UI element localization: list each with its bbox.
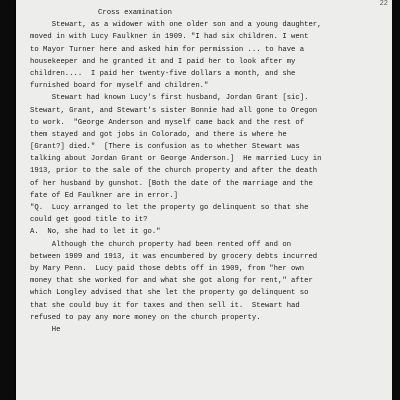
text-line: furnished board for myself and children." — [30, 82, 209, 91]
text-line: children.... I paid her twenty-five dollars a month, and she — [30, 69, 296, 78]
text-line: money that she worked for and what she got along for rent," after — [30, 277, 313, 286]
text-line: moved in with Lucy Faulkner in 1909. "I had six children. I went — [30, 33, 309, 42]
text-line: [Grant?] died." [There is confusion as to whether Stewart was — [30, 143, 300, 152]
text-line: Stewart, as a widower with one older son and a young daughter, — [30, 21, 322, 30]
text-line: 1913, prior to the sale of the church property and after the death — [30, 167, 318, 176]
text-line: by Mary Penn. Lucy paid those debts off in 1909, from "her own — [30, 264, 305, 273]
text-line: Stewart had known Lucy's first husband, Jordan Grant [sic]. — [30, 94, 309, 103]
text-line: that she could buy it for taxes and then sell it. Stewart had — [30, 301, 300, 310]
document-page — [16, 0, 392, 400]
text-line: refused to pay any more money on the church property. — [30, 313, 261, 322]
text-line: Although the church property had been rented off and on — [30, 240, 292, 249]
text-line: Stewart, Grant, and Stewart's sister Bonnie had all gone to Oregon — [30, 106, 318, 115]
text-line: of her husband by gunshot. [Both the date of the marriage and the — [30, 179, 313, 188]
text-line: them stayed and got jobs in Colorado, and there is where he — [30, 130, 287, 139]
text-line: fate of Ed Faulkner are in error.] — [30, 191, 178, 200]
page-number: 22 — [379, 0, 388, 8]
text-line: which Longley advised that she let the property go delinquent so — [30, 289, 309, 298]
text-line: to work. "George Anderson and myself came back and the rest of — [30, 118, 305, 127]
text-line: "Q. Lucy arranged to let the property go delinquent so that she — [30, 204, 309, 212]
text-line: housekeeper and he granted it and I paid her to look after my — [30, 57, 296, 66]
document-body — [30, 7, 386, 336]
text-line: A. No, she had to let it go." — [30, 228, 161, 237]
section-heading: Cross examination — [98, 9, 172, 17]
text-line: to Mayor Turner here and asked him for permission ... to have a — [30, 45, 305, 54]
text-line: talking about Jordan Grant or George Anderson.] He married Lucy in — [30, 155, 322, 164]
text-line: between 1909 and 1913, it was encumbered by grocery debts incurred — [30, 252, 318, 261]
text-line: could get good title to it? — [30, 216, 148, 225]
text-line: He — [30, 325, 61, 334]
